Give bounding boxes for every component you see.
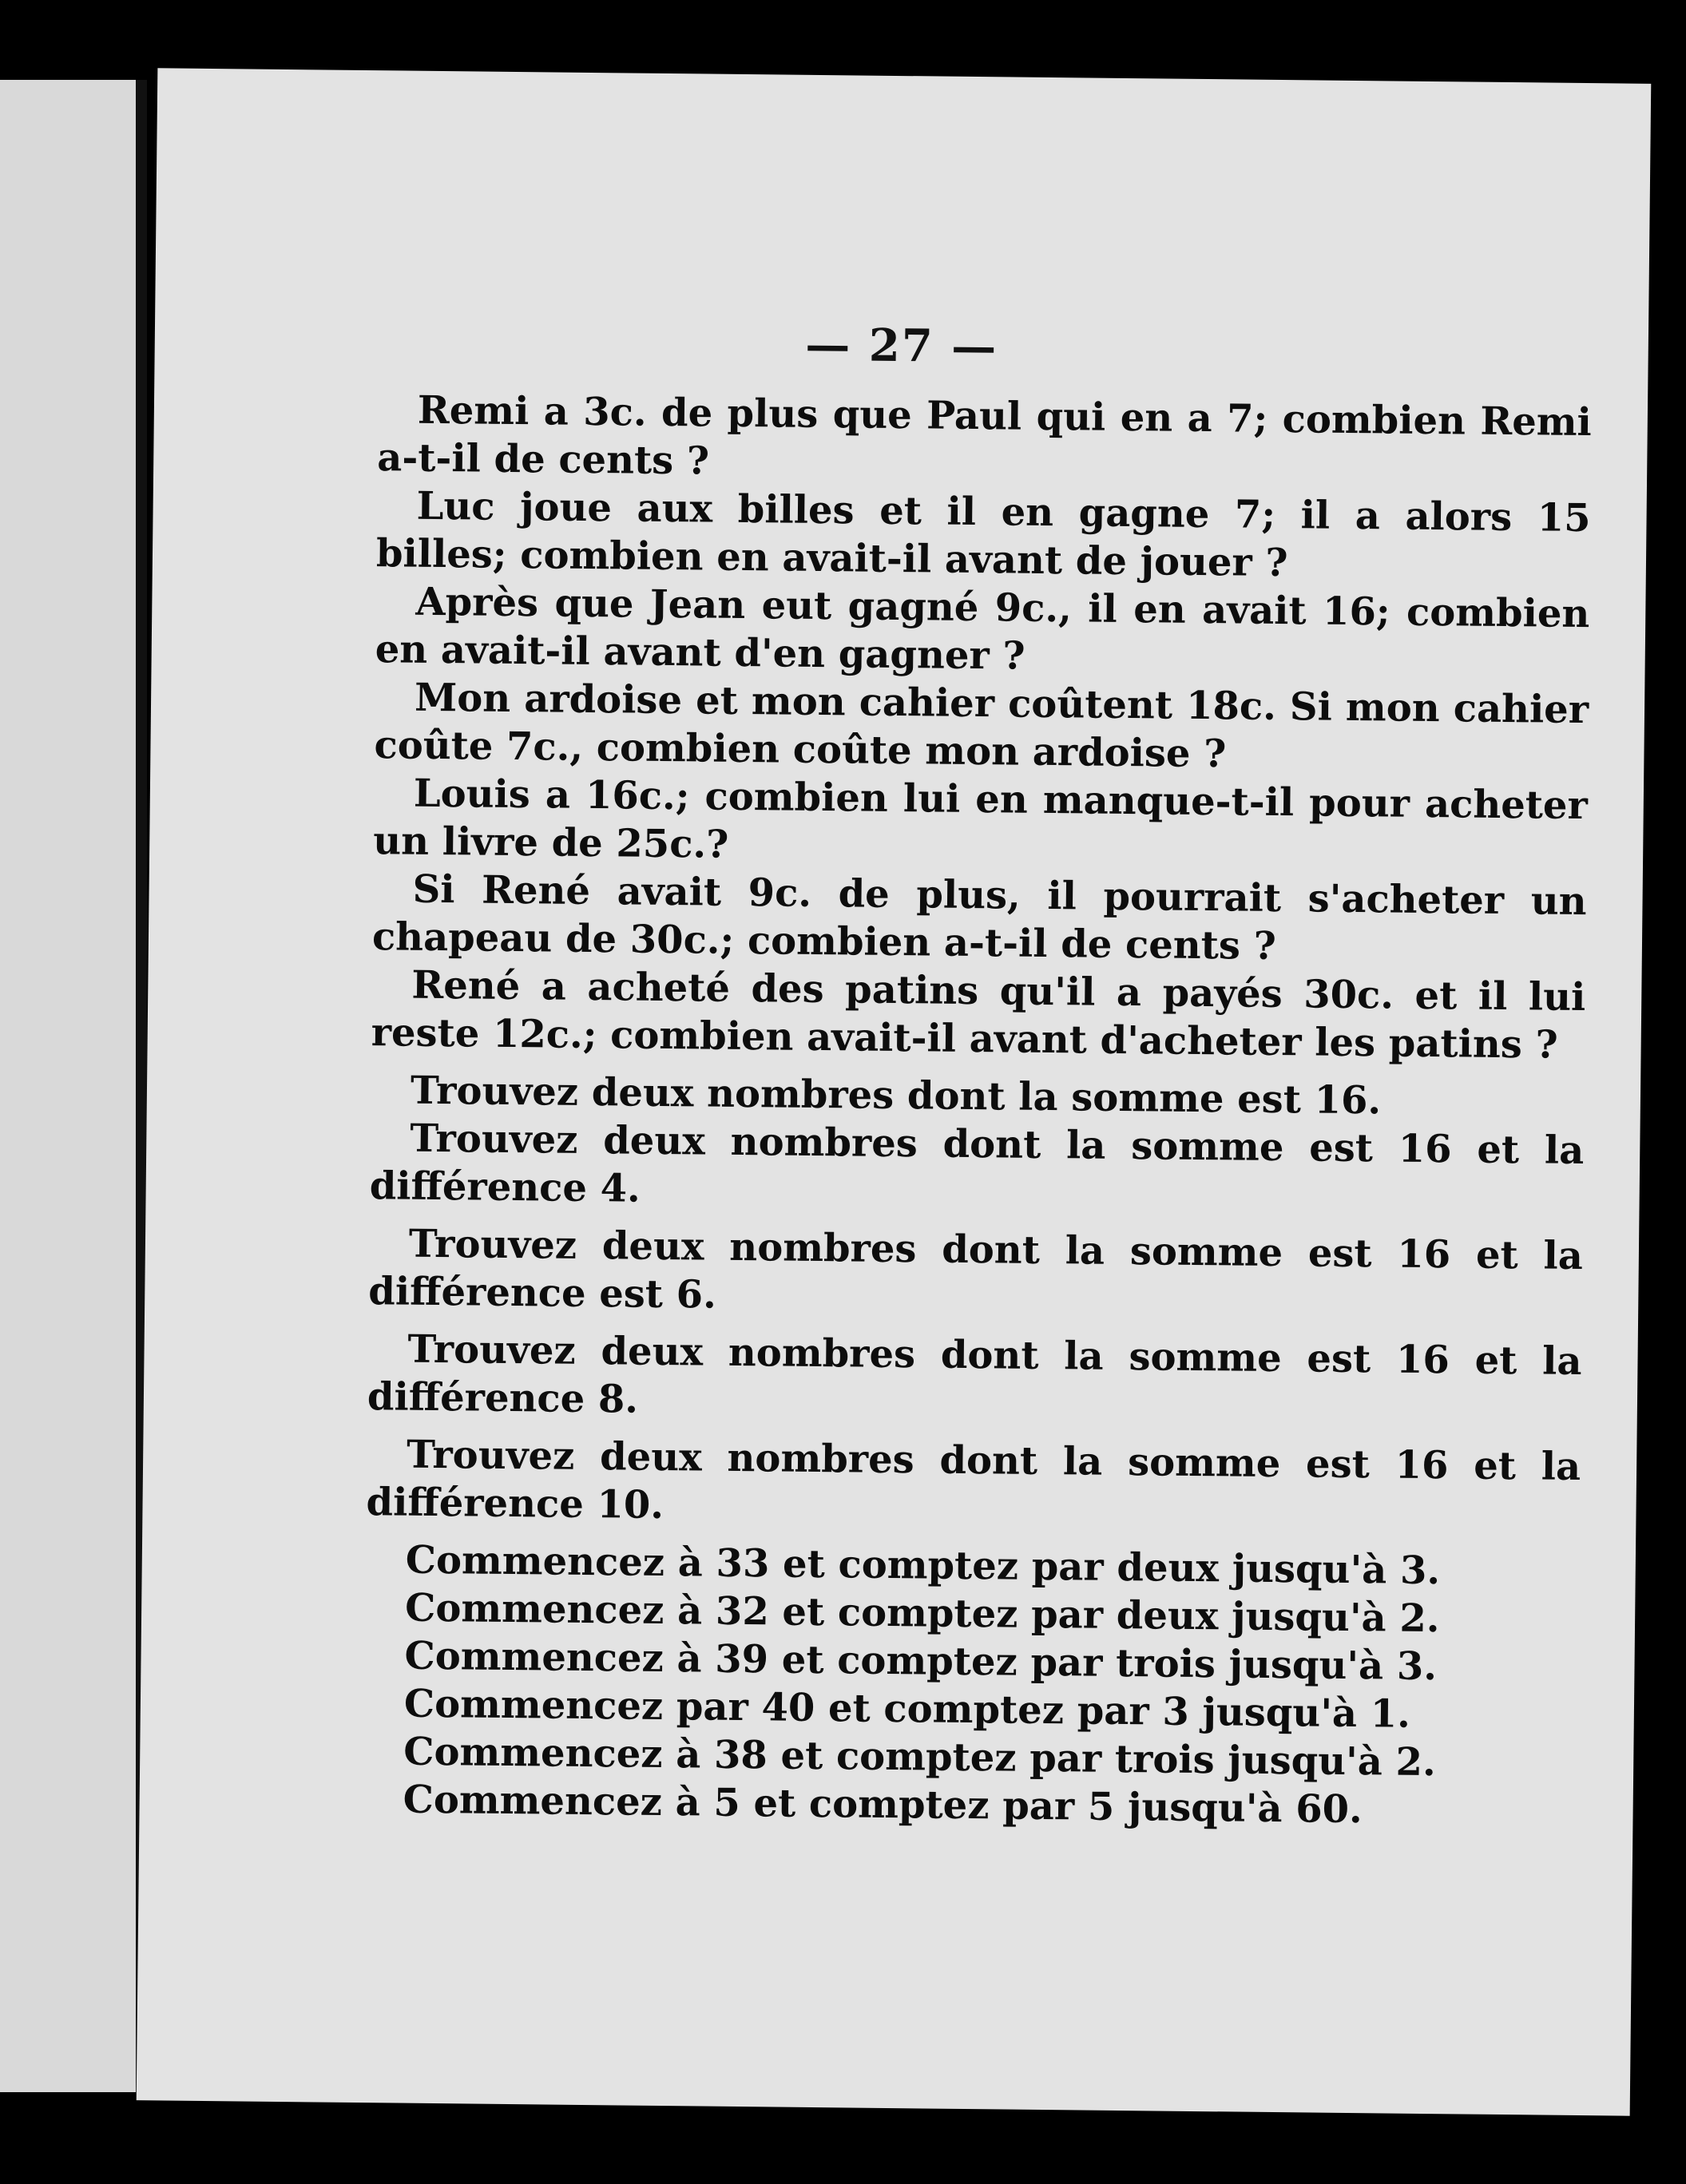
counting-line: Commencez à 39 et comptez par trois jusqu'à 3.: [404, 1633, 1438, 1690]
page-number: — 27 —: [804, 318, 998, 374]
counting-line: Commencez à 38 et comptez par trois jusqu'à 2.: [403, 1729, 1437, 1786]
problem-paragraph: Trouvez deux nombres dont la somme est 16 et la différence 8.: [367, 1326, 1582, 1422]
problem-paragraph: Mon ardoise et mon cahier coûtent 18c. Si mon cahier coûte 7c., combien coûte mon ardoise ?: [374, 675, 1589, 777]
problem-paragraph: Si René avait 9c. de plus, il pourrait s'acheter un chapeau de 30c.; combien a-t-il de cents ?: [371, 866, 1587, 969]
problem-paragraph: Remi a 3c. de plus que Paul qui en a 7; combien Remi a-t-il de cents ?: [376, 387, 1593, 484]
problem-paragraph: Trouvez deux nombres dont la somme est 16 et la différence est 6.: [368, 1221, 1584, 1318]
problem-paragraph: Trouvez deux nombres dont la somme est 16.: [410, 1068, 1382, 1124]
problem-paragraph: Louis a 16c.; combien lui en manque-t-il pour acheter un livre de 25c.?: [372, 771, 1589, 867]
problem-paragraph: Trouvez deux nombres dont la somme est 16 et la différence 10.: [366, 1432, 1581, 1528]
counting-line: Commencez à 5 et comptez par 5 jusqu'à 60.: [403, 1777, 1363, 1833]
counting-line: Commencez par 40 et comptez par 3 jusqu'à 1.: [403, 1681, 1411, 1737]
book-page: [137, 68, 1652, 2115]
left-page-edge: [0, 80, 142, 2092]
problem-paragraph: Luc joue aux billes et il en gagne 7; il a alors 15 billes; combien en avait-il avant de jouer ?: [375, 483, 1591, 586]
problem-paragraph: Trouvez deux nombres dont la somme est 16 et la différence 4.: [369, 1116, 1585, 1211]
problem-paragraph: Après que Jean eut gagné 9c., il en avait 16; combien en avait-il avant d'en gagner ?: [375, 579, 1590, 679]
problem-paragraph: René a acheté des patins qu'il a payés 30c. et il lui reste 12c.; combien avait-il avant d'acheter les patins ?: [371, 962, 1586, 1068]
counting-line: Commencez à 32 et comptez par deux jusqu'à 2.: [404, 1585, 1440, 1642]
page-text: [363, 386, 1592, 1836]
counting-line: Commencez à 33 et comptez par deux jusqu'à 3.: [405, 1537, 1441, 1594]
